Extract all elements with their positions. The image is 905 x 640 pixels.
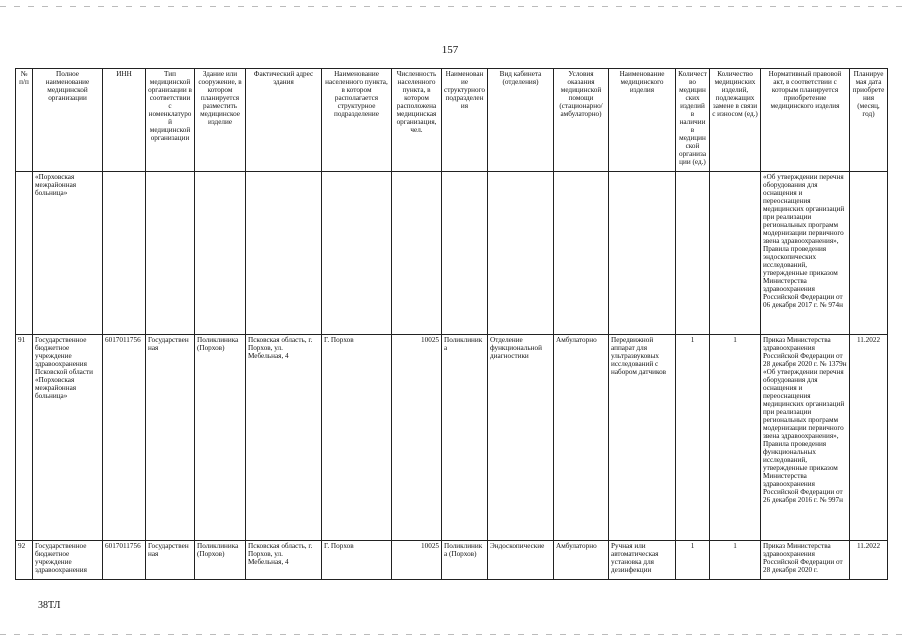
scan-artifact-bottom (0, 634, 905, 635)
col-header-population: Численность населенного пункта, в котором расположена медицинская организация, чел. (392, 69, 442, 172)
cell-population: 10025 (392, 541, 442, 580)
cell-inn: 6017011756 (103, 335, 146, 541)
equipment-table (15, 68, 888, 580)
cell-org-name: «Порховская межрайонная больница» (33, 172, 103, 335)
table-row (16, 541, 888, 580)
col-header-unit: Наименование структурного подразделения (442, 69, 488, 172)
table-row-continuation (16, 172, 888, 335)
cell-address: Псковская область, г. Порхов, ул. Мебельная, 4 (246, 541, 322, 580)
cell-population: 10025 (392, 335, 442, 541)
table-row (16, 335, 888, 541)
cell-number: 92 (16, 541, 33, 580)
cell-conditions: Амбулаторно (554, 335, 609, 541)
cell-inn: 6017011756 (103, 541, 146, 580)
cell-date: 11.2022 (850, 335, 888, 541)
col-header-conditions: Условия оказания медицинской помощи (стационарно/амбулаторно) (554, 69, 609, 172)
cell-address: Псковская область, г. Порхов, ул. Мебельная, 4 (246, 335, 322, 541)
cell-legal-act: Приказ Министерства здравоохранения Российской Федерации от 28 декабря 2020 г. (761, 541, 850, 580)
cell-legal-act: «Об утверждении перечня оборудования для оснащения и переоснащения медицинских организаций при реализации региональных программ модернизации первичного звена здравоохранения», Правила проведения эндоскопических исследований, утвержденные приказом Министерства здравоохранения Российской Федерации от 06 декабря 2017 г. № 974н (761, 172, 850, 335)
cell-settlement: Г. Порхов (322, 335, 392, 541)
cell-qty-have: 1 (676, 541, 710, 580)
col-header-device: Наименование медицинского изделия (609, 69, 676, 172)
col-header-qty-replace: Количество медицинских изделий, подлежащих замене в связи с износом (ед.) (710, 69, 761, 172)
header-row (16, 69, 888, 172)
cell-building: Поликлиника (Порхов) (195, 335, 246, 541)
cell-device: Ручная или автоматическая установка для дезинфекции (609, 541, 676, 580)
cell-unit: Поликлиника (Порхов) (442, 541, 488, 580)
col-header-settlement: Наименование населенного пункта, в котором располагается структурное подразделение (322, 69, 392, 172)
col-header-room: Вид кабинета (отделения) (488, 69, 554, 172)
col-header-address: Фактический адрес здания (246, 69, 322, 172)
cell-org-type: Государственная (146, 335, 195, 541)
col-header-date: Планируемая дата приобретения (месяц, год) (850, 69, 888, 172)
cell-number (16, 172, 33, 335)
cell-qty-have: 1 (676, 335, 710, 541)
cell-date: 11.2022 (850, 541, 888, 580)
col-header-building: Здание или сооружение, в котором планируется разместить медицинское изделие (195, 69, 246, 172)
cell-org-type: Государственная (146, 541, 195, 580)
cell-org-name: Государственное бюджетное учреждение здравоохранения (33, 541, 103, 580)
cell-number: 91 (16, 335, 33, 541)
scan-artifact-top (0, 6, 905, 7)
col-header-org-type: Тип медицинской организации в соответствии с номенклатурой медицинской организации (146, 69, 195, 172)
col-header-org-name: Полное наименование медицинской организации (33, 69, 103, 172)
col-header-legal-act: Нормативный правовой акт, в соответствии с которым планируется приобретение медицинского изделия (761, 69, 850, 172)
cell-legal-act: Приказ Министерства здравоохранения Российской Федерации от 28 декабря 2020 г. № 1379н «Об утверждении перечня оборудования для оснащения и переоснащения медицинских организаций при реализации региональных программ модернизации первичного звена здравоохранения», Правила проведения функциональных исследований, утвержденные приказом Министерства здравоохранения Российской Федерации от 26 декабря 2016 г. № 997н (761, 335, 850, 541)
cell-unit: Поликлиника (442, 335, 488, 541)
cell-conditions: Амбулаторно (554, 541, 609, 580)
cell-room: Эндоскопические (488, 541, 554, 580)
cell-device: Передвижной аппарат для ультразвуковых исследований с набором датчиков (609, 335, 676, 541)
col-header-inn: ИНН (103, 69, 146, 172)
col-header-number: № п/п (16, 69, 33, 172)
cell-qty-replace: 1 (710, 335, 761, 541)
cell-building: Поликлиника (Порхов) (195, 541, 246, 580)
cell-qty-replace: 1 (710, 541, 761, 580)
cell-org-name: Государственное бюджетное учреждение здравоохранения Псковской области «Порховская межрайонная больница» (33, 335, 103, 541)
cell-room: Отделение функциональной диагностики (488, 335, 554, 541)
col-header-qty-have: Количество медицинских изделий в наличии в медицинской организации (ед.) (676, 69, 710, 172)
page-number: 157 (441, 44, 459, 56)
footer-mark: 38ТЛ (38, 600, 61, 611)
cell-settlement: Г. Порхов (322, 541, 392, 580)
